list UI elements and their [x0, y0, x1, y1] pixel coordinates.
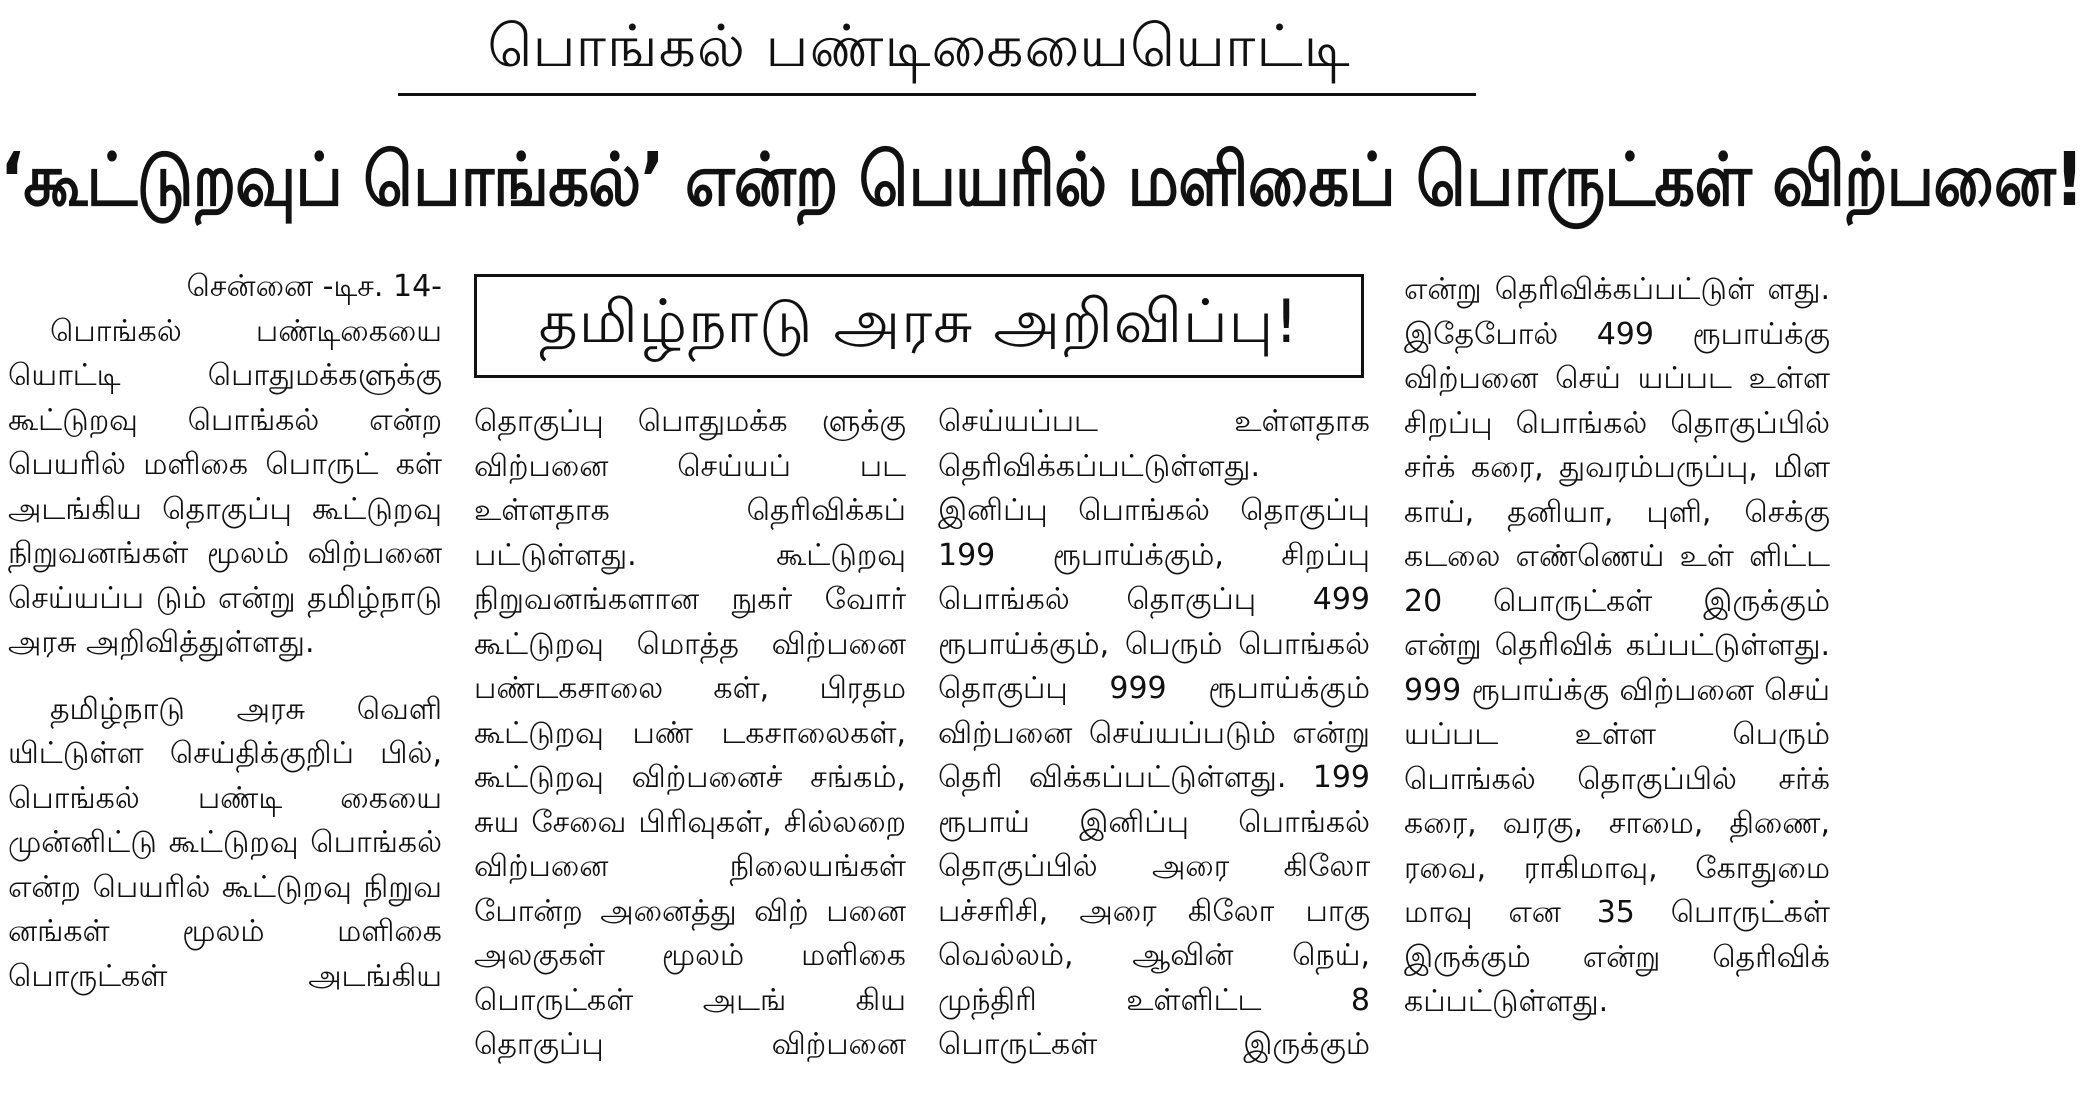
paragraph: என்று தெரிவிக்கப்பட்டுள் ளது. இதேபோல் 499 ரூபாய்க்கு விற்பனை செய் யப்பட உள்ள சிறப்பு பொங்கல் தொகுப்பில் சர்க் கரை, துவரம்பருப்பு, மிள காய், தனியா, புளி, செக்கு கடலை எண்ணெய் உள் ளிட்ட 20 பொருட்கள் இருக்கும் என்று தெரிவிக் கப்பட்டுள்ளது. 999 ரூபாய்க்கு விற்பனை செய் யப்பட உள்ள பெரும் பொங்கல் தொகுப்பில் சர்க் கரை, வரகு, சாமை, திணை, ரவை, ராகிமாவு, கோதுமை மாவு என 35 பொருட்கள் இருக்கும் என்று தெரிவிக் கப்பட்டுள்ளது. — [1404, 272, 1830, 1019]
kicker-headline: பொங்கல் பண்டிகையையொட்டி — [487, 12, 1351, 80]
boxed-subheadline — [474, 274, 1364, 378]
main-headline: ‘கூட்டுறவுப் பொங்கல்’ என்ற பெயரில் மளிகைப் பொருட்கள் விற்பனை! — [0, 138, 2083, 224]
article-column-3 — [938, 400, 1370, 1068]
paragraph: செய்யப்பட உள்ளதாக தெரிவிக்கப்பட்டுள்ளது. இனிப்பு பொங்கல் தொகுப்பு 199 ரூபாய்க்கும், சிறப்பு பொங்கல் தொகுப்பு 499 ரூபாய்க்கும், பெரும் பொங்கல் தொகுப்பு 999 ரூபாய்க்கும் விற்பனை செய்யப்படும் என்று தெரி விக்கப்பட்டுள்ளது. 199 ரூபாய் இனிப்பு பொங்கல் தொகுப்பில் அரை கிலோ பச்சரிசி, அரை கிலோ பாகு வெல்லம், ஆவின் நெய், முந்திரி உள்ளிட்ட 8 பொருட்கள் இருக்கும் — [938, 404, 1370, 1062]
kicker-underline — [398, 93, 1476, 96]
paragraph: தொகுப்பு பொதுமக்க ளுக்கு விற்பனை செய்யப் பட உள்ளதாக தெரிவிக்கப் பட்டுள்ளது. கூட்டுறவு நிறுவனங்களான நுகர் வோர் கூட்டுறவு மொத்த விற்பனை பண்டகசாலை கள், பிரதம கூட்டுறவு பண் டகசாலைகள், கூட்டுறவு விற்பனைச் சங்கம், சுய சேவை பிரிவுகள், சில்லறை விற்பனை நிலையங்கள் போன்ற அனைத்து விற் பனை அலகுகள் மூலம் மளிகை பொருட்கள் அடங் கிய தொகுப்பு விற்பனை — [474, 404, 906, 1062]
dateline: சென்னை -டிச. 14- — [186, 269, 442, 304]
article-column-1 — [8, 265, 442, 999]
paragraph: தமிழ்நாடு அரசு வெளி யிட்டுள்ள செய்திக்குறிப் பில், பொங்கல் பண்டி கையை முன்னிட்டு கூட்டுறவு பொங்கல் என்ற பெயரில் கூட்டுறவு நிறுவ னங்கள் மூலம் மளிகை பொருட்கள் அடங்கிய — [8, 691, 442, 994]
paragraph: பொங்கல் பண்டிகையை யொட்டி பொதுமக்களுக்கு கூட்டுறவு பொங்கல் என்ற பெயரில் மளிகை பொருட் கள் அடங்கிய தொகுப்பு கூட்டுறவு நிறுவனங்கள் மூலம் விற்பனை செய்யப்ப டும் என்று தமிழ்நாடு அரசு அறிவித்துள்ளது. — [8, 313, 442, 660]
article-column-2 — [474, 400, 906, 1068]
subheadline-text: தமிழ்நாடு அரசு அறிவிப்பு! — [538, 287, 1300, 357]
article-column-4 — [1404, 268, 1830, 1025]
